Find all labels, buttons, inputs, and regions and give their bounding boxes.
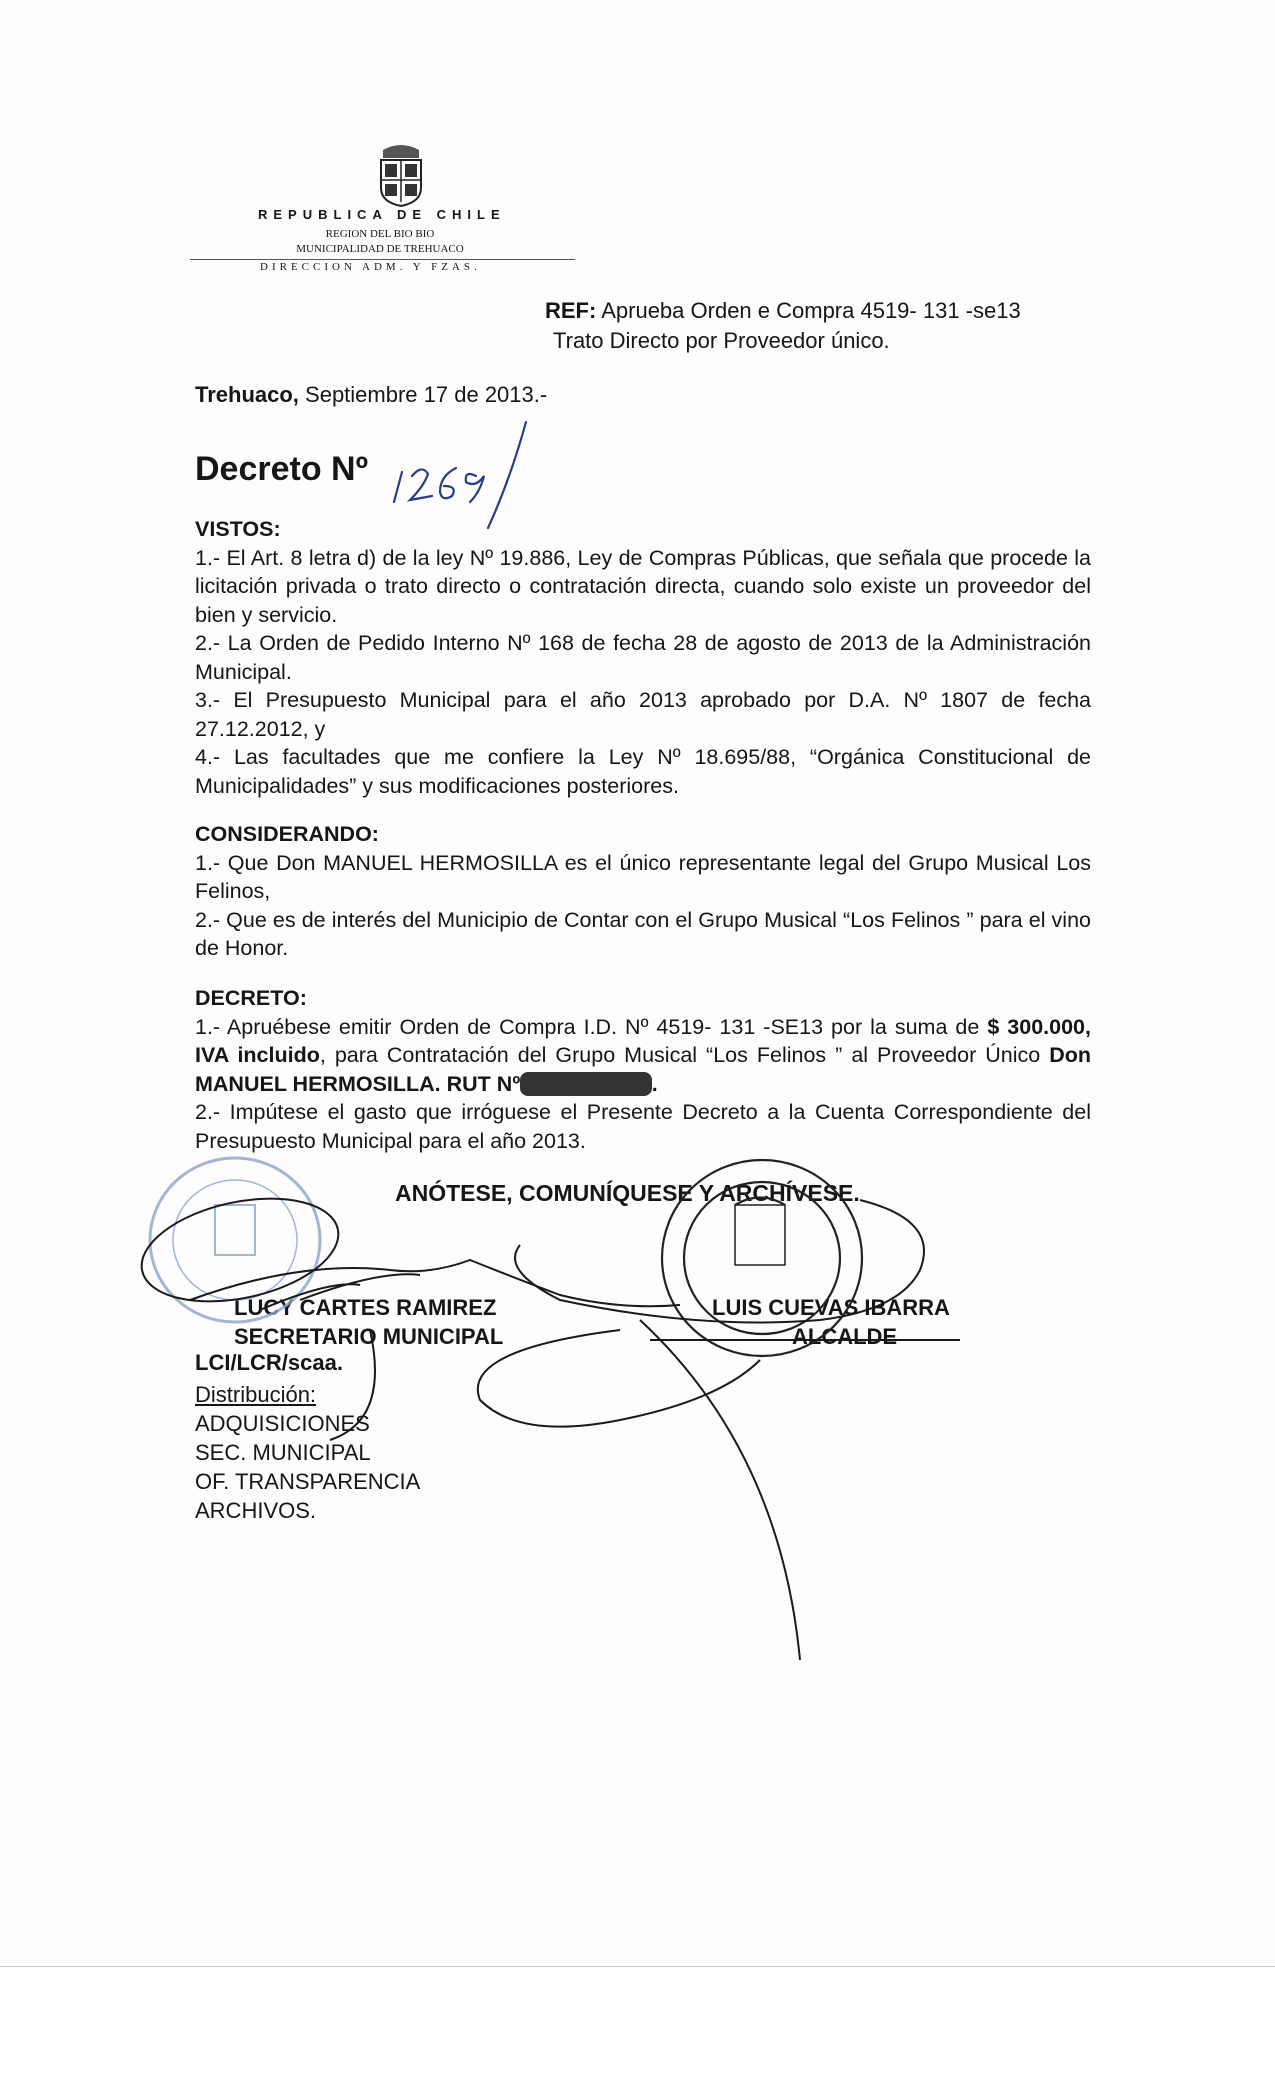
distribution-item: SEC. MUNICIPAL [195, 1440, 371, 1465]
decreto-item: 1.- Apruébese emitir Orden de Compra I.D. Nº 4519- 131 -SE13 por la suma de $ 300.000, IVA incluido, para Contratación del Grupo Musical “Los Felinos ” al Proveedor Único Don MANUEL HERMOSILLA. RUT Nº8.103.415 – k. [195, 1014, 1091, 1096]
decreto-section [195, 984, 1091, 1155]
ref-line2: Trato Directo por Proveedor único. [553, 328, 890, 353]
redacted-rut: 8.103.415 – k [520, 1071, 652, 1096]
distribution-heading: Distribución: [195, 1382, 317, 1407]
letterhead-department: DIRECCION ADM. Y FZAS. [260, 261, 481, 273]
initials: LCI/LCR/scaa. [195, 1350, 343, 1375]
vistos-heading: VISTOS: [195, 517, 281, 541]
ref-label: REF: [545, 298, 597, 323]
handwritten-decree-number [380, 420, 580, 530]
considerando-item: 2.- Que es de interés del Municipio de Contar con el Grupo Musical “Los Felinos ” para el vino de Honor. [195, 907, 1091, 960]
closing-formula: ANÓTESE, COMUNÍQUESE Y ARCHÍVESE. [395, 1180, 860, 1206]
vistos-item: 2.- La Orden de Pedido Interno Nº 168 de fecha 28 de agosto de 2013 de la Administración Municipal. [195, 631, 1091, 684]
signatory-name: LUCY CARTES RAMIREZ [234, 1295, 497, 1320]
signatory-title: SECRETARIO MUNICIPAL [234, 1324, 504, 1349]
distribution-item: ARCHIVOS. [195, 1498, 317, 1523]
signatory-secretary [234, 1293, 503, 1351]
considerando-section [195, 820, 1091, 963]
signatory-mayor [712, 1293, 950, 1351]
letterhead-country: REPUBLICA DE CHILE [258, 207, 506, 222]
ref-line1: Aprueba Orden e Compra 4519- 131 -se13 [596, 298, 1021, 323]
decreto-item: 2.- Impútese el gasto que irróguese el Presente Decreto a la Cuenta Correspondiente del Presupuesto Municipal para el año 2013. [195, 1100, 1091, 1153]
provider: Don MANUEL HERMOSILLA. RUT Nº [195, 1043, 1091, 1096]
decree-title: Decreto Nº [195, 450, 369, 488]
considerando-heading: CONSIDERANDO: [195, 822, 379, 846]
signatory-name: LUIS CUEVAS IBARRA [712, 1295, 950, 1320]
letterhead-divider [190, 259, 575, 260]
date-text: Septiembre 17 de 2013.- [298, 382, 548, 407]
considerando-item: 1.- Que Don MANUEL HERMOSILLA es el único representante legal del Grupo Musical Los Felinos, [195, 850, 1091, 903]
reference [545, 296, 1021, 356]
amount: $ 300.000, IVA incluido [195, 1014, 1091, 1067]
date-line [195, 382, 547, 408]
vistos-item: 1.- El Art. 8 letra d) de la ley Nº 19.886, Ley de Compras Públicas, que señala que procede la licitación privada o trato directo o contratación directa, cuando solo existe un proveedor del bien y servicio. [195, 545, 1091, 627]
vistos-item: 4.- Las facultades que me confiere la Ley Nº 18.695/88, “Orgánica Constitucional de Municipalidades” y sus modificaciones posteriores. [195, 745, 1091, 798]
vistos-section [195, 515, 1091, 800]
coat-of-arms-icon [373, 140, 429, 208]
distribution-list [195, 1380, 420, 1525]
distribution-item: ADQUISICIONES [195, 1411, 370, 1436]
letterhead-municipality: MUNICIPALIDAD DE TREHUACO [296, 243, 464, 255]
decreto-heading: DECRETO: [195, 986, 307, 1010]
date-place: Trehuaco, [195, 382, 299, 407]
letterhead-region: REGION DEL BIO BIO [325, 228, 435, 240]
signatory-title: ALCALDE [792, 1324, 898, 1349]
vistos-item: 3.- El Presupuesto Municipal para el año 2013 aprobado por D.A. Nº 1807 de fecha 27.12.2012, y [195, 688, 1091, 741]
distribution-item: OF. TRANSPARENCIA [195, 1469, 421, 1494]
